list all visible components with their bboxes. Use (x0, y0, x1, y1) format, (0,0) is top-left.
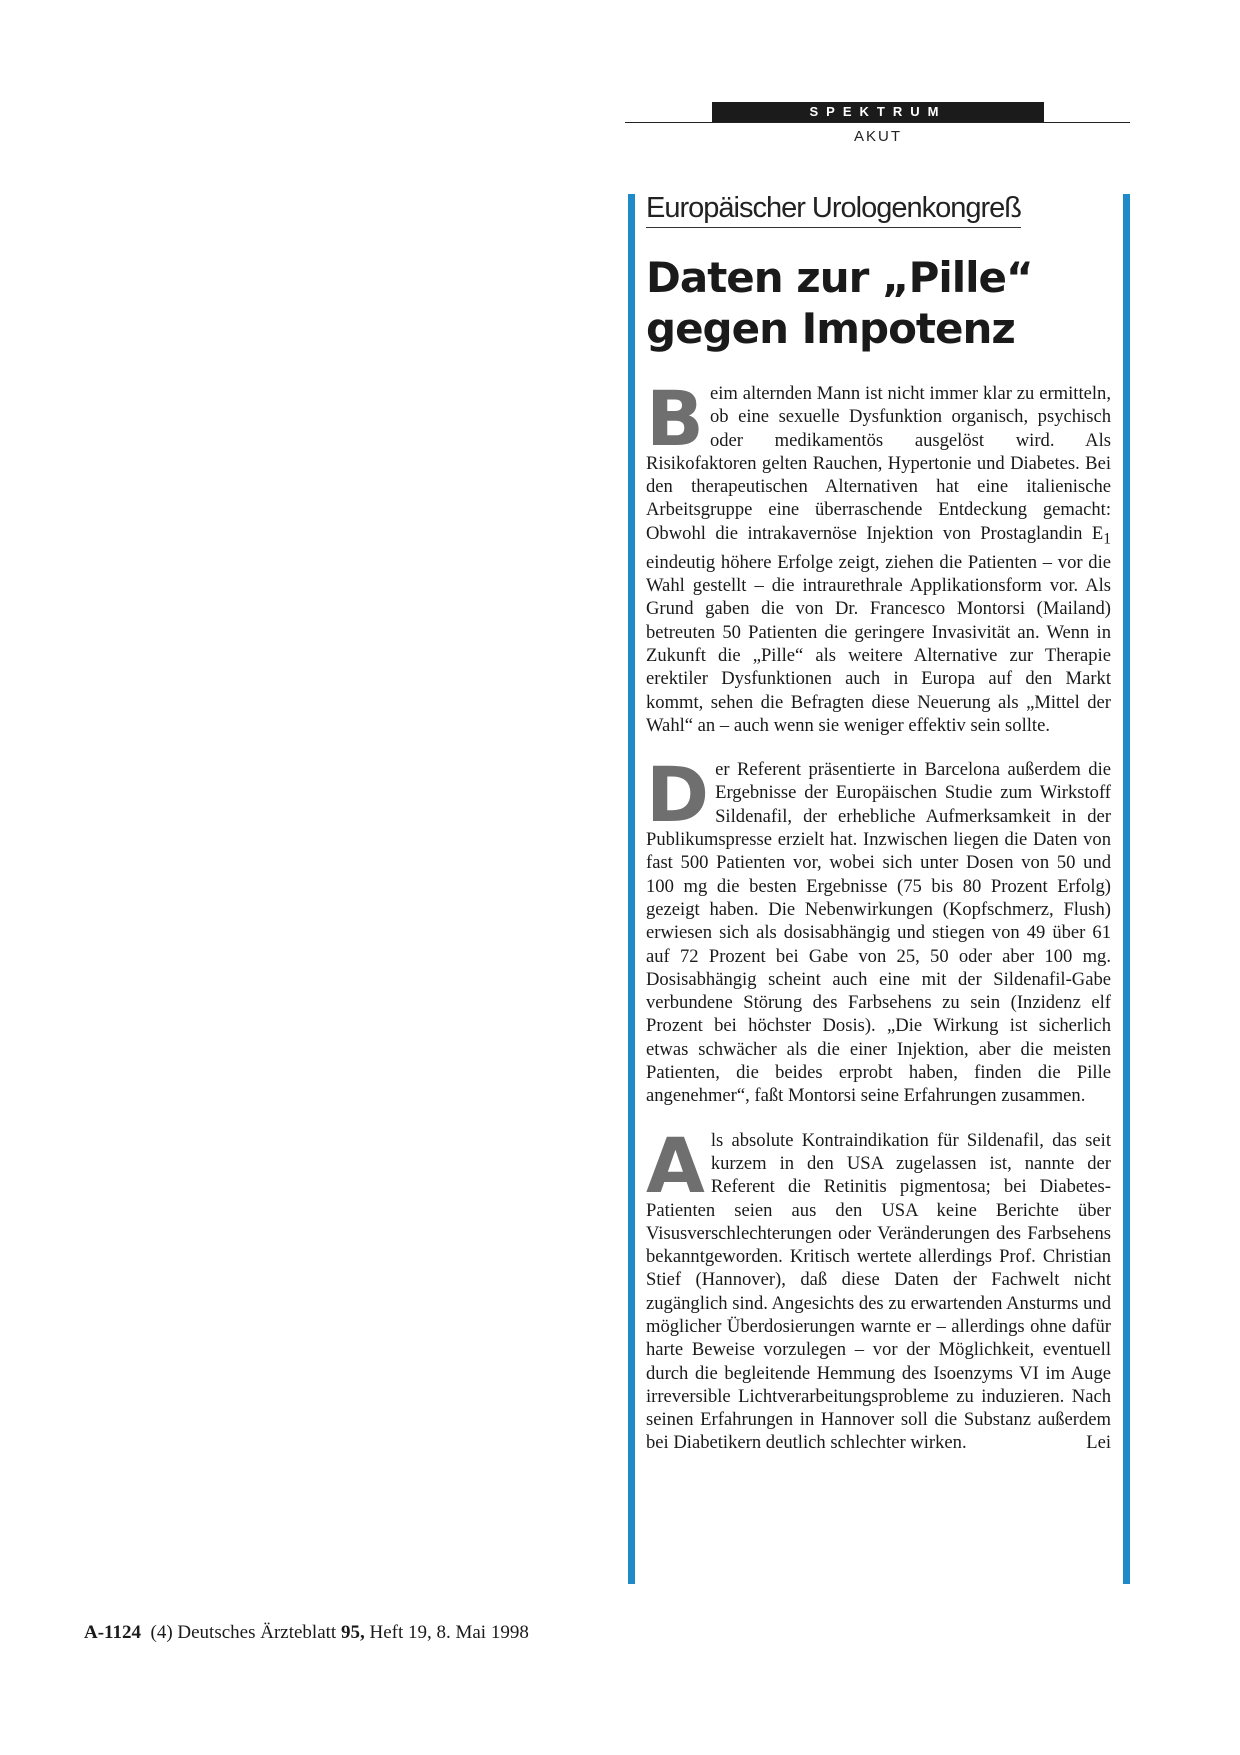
accent-bar-left (628, 194, 635, 1584)
article (646, 192, 1111, 1476)
author-signature: Lei (1086, 1432, 1111, 1454)
dropcap: D (646, 750, 710, 840)
paragraph-text: eindeutig höhere Erfolge zeigt, ziehen die Patienten – vor die Wahl gestellt – die intraurethrale Applikationsform vor. Als Grund gaben die von Dr. Francesco Montorsi (Mailand) betreuten 50 Patienten die geringere Invasivität an. Wenn in Zukunft die „Pille“ als weitere Alternative zur Therapie erektiler Dysfunktionen auch in Europa auf den Markt kommt, sehen die Befragten diese Neuerung als „Mittel der Wahl“ an – auch wenn sie weniger effektiv sein sollte. (646, 551, 1111, 736)
paragraph-text: er Referent präsentierte in Barcelona außerdem die Ergebnisse der Europäischen Studie zum Wirkstoff Sildenafil, der erhebliche Aufmerksamkeit in der Publikumspresse erzielt hat. Inzwischen liegen die Daten von fast 500 Patienten vor, wobei sich unter Dosen von 50 und 100 mg die besten Ergebnisse (75 bis 80 Prozent Erfolg) gezeigt haben. Die Nebenwirkungen (Kopfschmerz, Flush) erwiesen sich als dosisabhängig und stiegen von 49 über 61 auf 72 Prozent bei Gabe von 25, 50 oder aber 100 mg. Dosisabhängig scheint auch eine mit der Sildenafil-Gabe verbundene Störung des Farbsehens zu sein (Inzidenz elf Prozent bei höchster Dosis). „Die Wirkung ist sicherlich etwas schwächer als die einer Injektion, aber die meisten Patienten, die beides erprobt haben, finden die Pille angenehmer“, faßt Montorsi seine Erfahrungen zusammen. (646, 759, 1111, 1107)
issue-date: Heft 19, 8. Mai 1998 (369, 1622, 529, 1643)
dropcap: A (646, 1120, 705, 1210)
journal-name: Deutsches Ärzteblatt (177, 1622, 337, 1643)
paragraph-1 (646, 374, 1111, 737)
paragraph-text: eim alternden Mann ist nicht immer klar zu ermitteln, ob eine sexuelle Dysfunktion organisch, psychisch oder medikamentös ausgelöst wird. Als Risikofaktoren gelten Rauchen, Hypertonie und Diabetes. Bei den therapeutischen Alternativen hat eine italienische Arbeitsgruppe eine überraschende Entdeckung gemacht: Obwohl die intrakavernöse Injektion von Prostaglandin E (646, 383, 1111, 544)
paragraph-text: ls absolute Kontraindikation für Sildenafil, das seit kurzem in den USA zugelassen ist, nannte der Referent die Retinitis pigmentosa; bei Diabetes-Patienten seien aus den USA keine Berichte über Visusverschlechterungen oder Veränderungen des Farbsehens bekanntgeworden. Kritisch wertete allerdings Prof. Christian Stief (Hannover), daß diese Daten der Fachwelt nicht zugänglich sind. Angesichts des zu erwartenden Ansturms und möglicher Überdosierungen warnte er – allerdings ohne dafür harte Beweise vorzulegen – vor der Möglichkeit, eventuell durch die begleitende Hemmung des Isoenzyms VI im Auge irreversible Lichtverarbeitungsprobleme zu induzieren. Nach seinen Erfahrungen in Hannover soll die Substanz außerdem bei Diabetikern deutlich schlechter wirken. (646, 1129, 1111, 1454)
dropcap: B (646, 374, 704, 463)
header-rule (625, 122, 1130, 123)
subscript: 1 (1103, 530, 1111, 548)
page-footer (84, 1622, 529, 1644)
page-number: A-1124 (84, 1622, 141, 1643)
volume-number: 95, (340, 1622, 365, 1643)
article-headline: Daten zur „Pille“ gegen Impotenz (646, 253, 1033, 353)
article-kicker: Europäischer Urologenkongreß (646, 192, 1021, 228)
section-banner: SPEKTRUM (712, 102, 1044, 122)
paragraph-3 (646, 1120, 1111, 1455)
paragraph-2 (646, 750, 1111, 1107)
section-subtitle: AKUT (853, 128, 902, 145)
accent-bar-right (1123, 194, 1130, 1584)
issue-number: (4) (150, 1622, 173, 1643)
